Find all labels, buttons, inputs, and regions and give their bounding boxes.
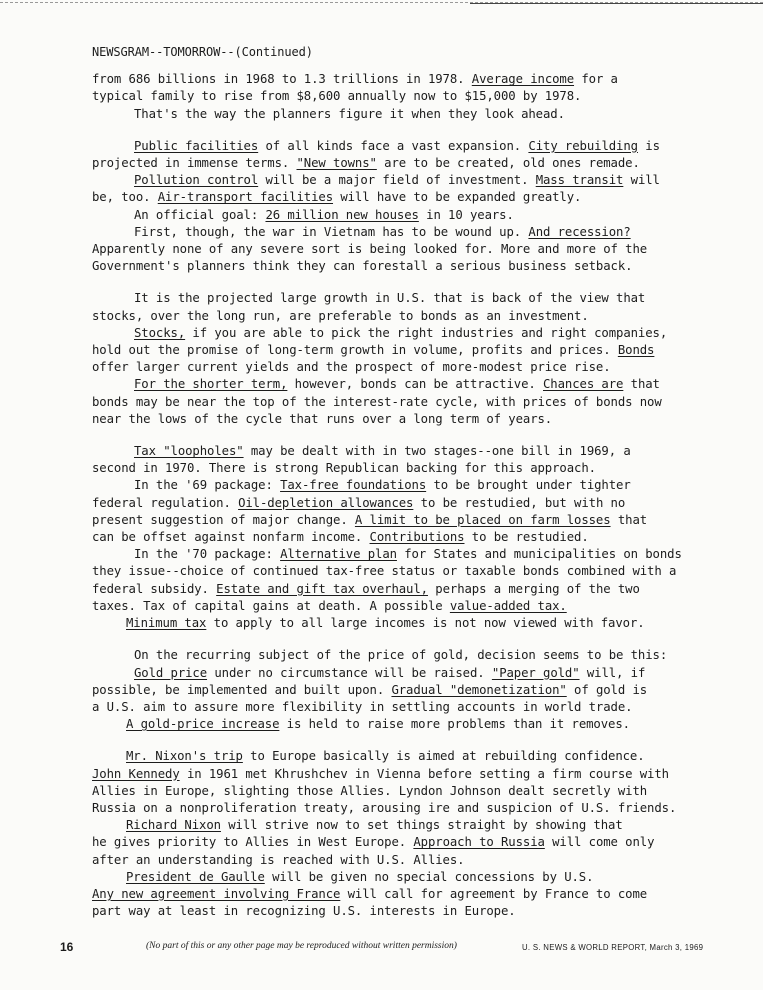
underlined-phrase: For the shorter term,: [134, 377, 288, 392]
text-line: John Kennedy in 1961 met Khrushchev in Vienna before setting a firm course with: [92, 766, 669, 781]
text-line: hold out the promise of long-term growth in volume, profits and prices. Bonds: [92, 343, 655, 358]
underlined-phrase: Public facilities: [134, 138, 259, 153]
text-line: Tax "loopholes" may be dealt with in two stages--one bill in 1969, a: [134, 444, 631, 459]
text-line: Richard Nixon will strive now to set things straight by showing that: [126, 818, 623, 833]
text-line: Apparently none of any severe sort is being looked for. More and more of the: [92, 242, 648, 257]
underlined-phrase: John Kennedy: [92, 766, 180, 781]
text-line: First, though, the war in Vietnam has to be wound up. And recession?: [134, 224, 631, 239]
underlined-phrase: value-added tax.: [449, 598, 567, 613]
page-footer: [60, 940, 720, 960]
text-line: possible, be implemented and built upon. Gradual "demonetization" of gold is: [92, 682, 648, 697]
underlined-phrase: Minimum tax: [126, 616, 207, 631]
text-line: A gold-price increase is held to raise more problems than it removes.: [126, 717, 630, 732]
underlined-phrase: A gold-price increase: [126, 717, 280, 732]
underlined-phrase: Stocks,: [134, 325, 186, 340]
text-line: offer larger current yields and the prospect of more-modest price rise.: [92, 360, 611, 375]
text-line: For the shorter term, however, bonds can be attractive. Chances are that: [134, 377, 660, 392]
underlined-phrase: President de Gaulle: [126, 869, 265, 884]
text-line: In the '70 package: Alternative plan for States and municipalities on bonds: [134, 547, 682, 562]
text-line: a U.S. aim to assure more flexibility in settling accounts in world trade.: [92, 699, 633, 714]
underlined-phrase: Gradual "demonetization": [391, 682, 567, 697]
text-line: near the lows of the cycle that runs over a long term of years.: [92, 411, 553, 426]
text-line: It is the projected large growth in U.S. that is back of the view that: [134, 291, 646, 306]
underlined-phrase: Contributions: [369, 530, 465, 545]
text-line: can be offset against nonfarm income. Contributions to be restudied.: [92, 530, 589, 545]
underlined-phrase: Pollution control: [134, 173, 259, 188]
text-line: after an understanding is reached with U.S. Allies.: [92, 852, 465, 867]
underlined-phrase: Mr. Nixon's trip: [126, 749, 243, 764]
underlined-phrase: 26 million new houses: [265, 207, 419, 222]
underlined-phrase: Bonds: [617, 343, 655, 358]
publication-credit: U. S. NEWS & WORLD REPORT, March 3, 1969: [522, 943, 704, 952]
underlined-phrase: "Paper gold": [491, 665, 580, 680]
text-line: federal subsidy. Estate and gift tax overhaul, perhaps a merging of the two: [92, 581, 640, 596]
text-line: Pollution control will be a major field of investment. Mass transit will: [134, 173, 660, 188]
text-line: they issue--choice of continued tax-free status or taxable bonds combined with a: [92, 564, 677, 579]
text-line: bonds may be near the top of the interest-rate cycle, with prices of bonds now: [92, 394, 662, 409]
text-line: be, too. Air-transport facilities will have to be expanded greatly.: [92, 190, 582, 205]
text-line: present suggestion of major change. A limit to be placed on farm losses that: [92, 512, 648, 527]
text-line: In the '69 package: Tax-free foundations to be brought under tighter: [134, 478, 631, 493]
copyright-notice: (No part of this or any other page may be reproduced without written permission): [146, 941, 457, 951]
underlined-phrase: And recession?: [528, 224, 631, 239]
text-line: Government's planners think they can forestall a serious business setback.: [92, 259, 633, 274]
text-line: Stocks, if you are able to pick the right industries and right companies,: [134, 325, 668, 340]
text-line: On the recurring subject of the price of gold, decision seems to be this:: [134, 648, 668, 663]
underlined-phrase: Mass transit: [535, 173, 624, 188]
text-line: Allies in Europe, slighting those Allies. Lyndon Johnson dealt secretly with: [92, 783, 648, 798]
text-line: An official goal: 26 million new houses in 10 years.: [134, 207, 514, 222]
text-line: Public facilities of all kinds face a vast expansion. City rebuilding is: [134, 138, 660, 153]
top-edge-rule: [470, 3, 763, 4]
text-line: stocks, over the long run, are preferable to bonds as an investment.: [92, 308, 589, 323]
text-line: second in 1970. There is strong Republican backing for this approach.: [92, 461, 596, 476]
text-line: Gold price under no circumstance will be raised. "Paper gold" will, if: [134, 665, 646, 680]
text-line: he gives priority to Allies in West Europe. Approach to Russia will come only: [92, 835, 655, 850]
underlined-phrase: Tax-free foundations: [280, 478, 427, 493]
underlined-phrase: A limit to be placed on farm losses: [354, 512, 611, 527]
underlined-phrase: Chances are: [543, 377, 624, 392]
underlined-phrase: Oil-depletion allowances: [238, 495, 414, 510]
text-line: That's the way the planners figure it when they look ahead.: [134, 106, 565, 121]
underlined-phrase: Alternative plan: [280, 547, 397, 562]
text-line: Mr. Nixon's trip to Europe basically is aimed at rebuilding confidence.: [126, 749, 645, 764]
underlined-phrase: Approach to Russia: [413, 835, 545, 850]
underlined-phrase: Richard Nixon: [126, 818, 221, 833]
text-line: from 686 billions in 1968 to 1.3 trillions in 1978. Average income for a: [92, 72, 618, 87]
text-line: part way at least in recognizing U.S. interests in Europe.: [92, 904, 516, 919]
text-line: Russia on a nonproliferation treaty, arousing ire and suspicion of U.S. friends.: [92, 800, 677, 815]
text-line: typical family to rise from $8,600 annually now to $15,000 by 1978.: [92, 89, 582, 104]
underlined-phrase: Average income: [471, 72, 575, 87]
text-line: taxes. Tax of capital gains at death. A possible value-added tax.: [92, 598, 567, 613]
text-line: projected in immense terms. "New towns" are to be created, old ones remade.: [92, 156, 640, 171]
page-header: NEWSGRAM--TOMORROW--(Continued): [92, 45, 313, 59]
underlined-phrase: Tax "loopholes": [134, 444, 244, 459]
text-line: President de Gaulle will be given no special concessions by U.S.: [126, 869, 594, 884]
underlined-phrase: Any new agreement involving France: [92, 886, 341, 901]
underlined-phrase: City rebuilding: [528, 138, 638, 153]
page-number: 16: [60, 940, 74, 954]
underlined-phrase: "New towns": [296, 156, 377, 171]
underlined-phrase: Gold price: [134, 665, 208, 680]
underlined-phrase: Estate and gift tax overhaul,: [216, 581, 428, 596]
text-line: federal regulation. Oil-depletion allowances to be restudied, but with no: [92, 495, 626, 510]
underlined-phrase: Air-transport facilities: [157, 190, 334, 205]
text-line: Any new agreement involving France will call for agreement by France to come: [92, 886, 648, 901]
text-line: Minimum tax to apply to all large incomes is not now viewed with favor.: [126, 616, 645, 631]
document-body: [92, 44, 684, 920]
